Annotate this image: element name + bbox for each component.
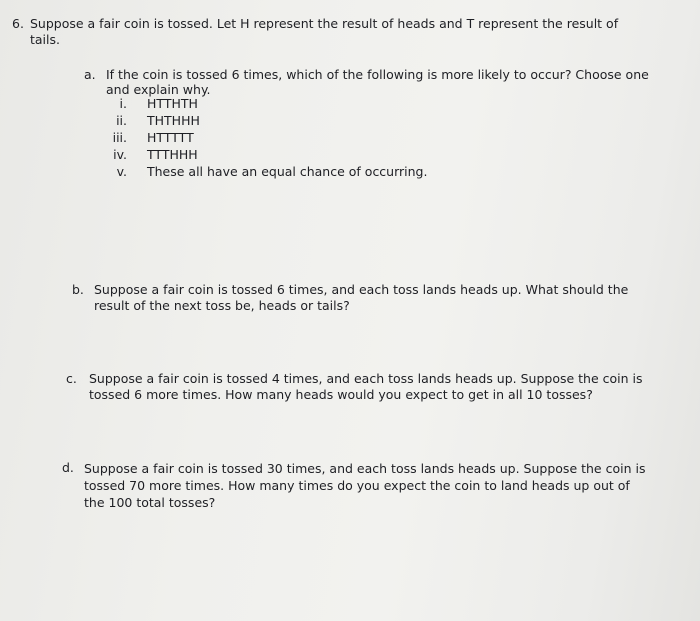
option-i-text: HTTHTH (147, 96, 198, 111)
part-c-line: Suppose a fair coin is tossed 4 times, and each toss lands heads up. Suppose the coin is (89, 371, 643, 386)
question-text (30, 16, 618, 48)
question-line: Suppose a fair coin is tossed. Let H represent the result of heads and T represent the result of (30, 16, 619, 31)
option-iii-number: iii. (112, 130, 127, 145)
option-i-number: i. (119, 96, 127, 111)
option-iv-number: iv. (113, 147, 127, 162)
question-number: 6. (12, 16, 24, 31)
part-c-text (89, 371, 643, 403)
part-b-line: result of the next toss be, heads or tails? (94, 298, 350, 313)
option-ii-text: THTHHH (147, 113, 200, 128)
option-iii-text: HTTTTT (147, 130, 194, 145)
option-v-number: v. (116, 164, 127, 179)
part-d-line: tossed 70 more times. How many times do you expect the coin to land heads up out of (84, 478, 630, 493)
part-a-text (106, 67, 649, 97)
option-ii-number: ii. (116, 113, 127, 128)
question-line: tails. (30, 32, 60, 47)
part-a-line: and explain why. (106, 82, 211, 97)
part-b-text (94, 282, 628, 314)
part-c-line: tossed 6 more times. How many heads would you expect to get in all 10 tosses? (89, 387, 593, 402)
part-b-line: Suppose a fair coin is tossed 6 times, and each toss lands heads up. What should the (94, 282, 629, 297)
part-a-line: If the coin is tossed 6 times, which of the following is more likely to occur? Choose one (106, 67, 649, 82)
part-d-label: d. (62, 460, 74, 475)
part-b-label: b. (72, 282, 84, 297)
option-v-text: These all have an equal chance of occurring. (147, 164, 428, 179)
part-d-line: the 100 total tosses? (84, 495, 216, 510)
part-c-label: c. (66, 371, 77, 386)
part-a-label: a. (84, 67, 96, 82)
part-d-text (84, 460, 645, 511)
part-d-line: Suppose a fair coin is tossed 30 times, and each toss lands heads up. Suppose the coin is (84, 461, 646, 476)
option-iv-text: TTTHHH (147, 147, 198, 162)
